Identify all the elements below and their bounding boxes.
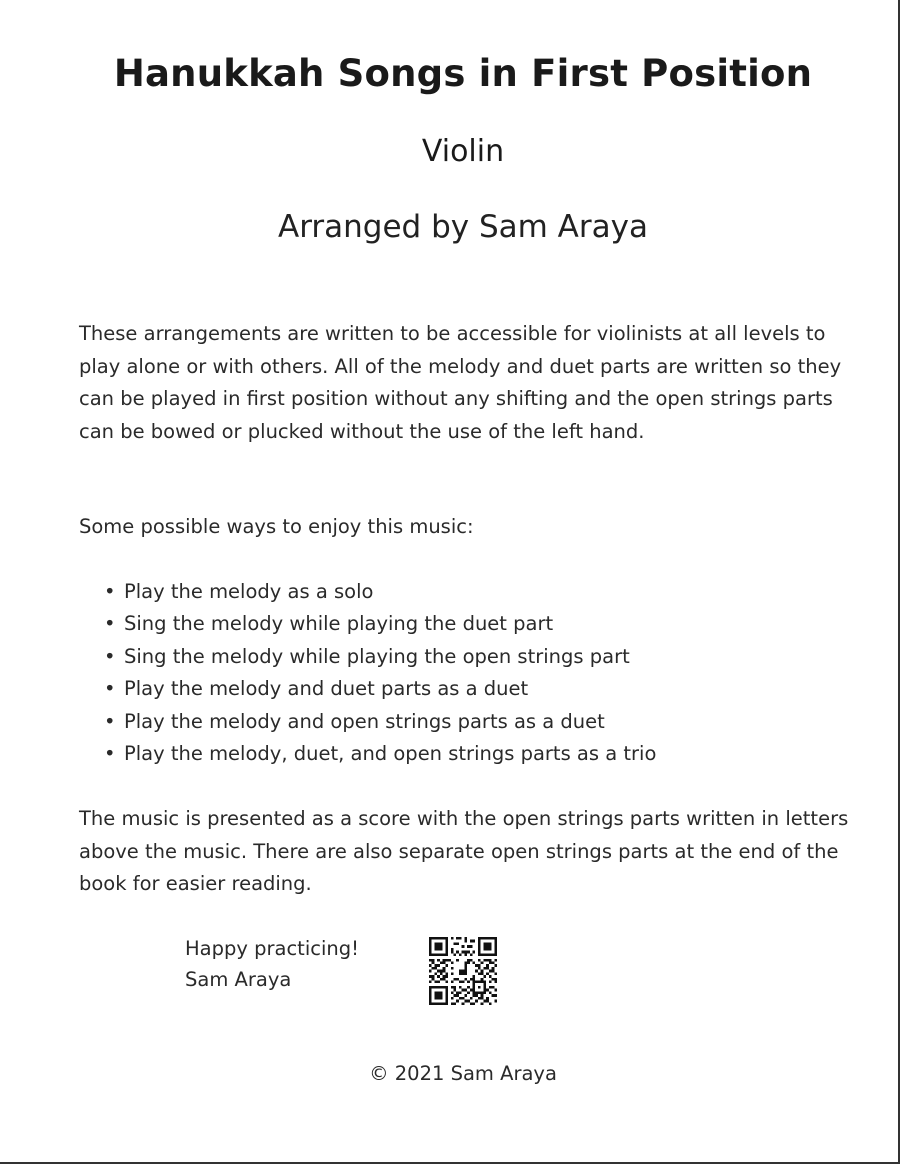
bullet: •	[104, 612, 116, 636]
intro-paragraph: These arrangements are written to be accessible for violinists at all levels to play alone or with others. All of the melody and duet parts are written so they can be played in first position without any shifting and the open strings parts can be bowed or plucked without the use of the left hand.	[79, 322, 842, 443]
signoff-name: Sam Araya	[185, 968, 292, 991]
list-item	[104, 706, 656, 738]
signoff-greeting: Happy practicing!	[185, 937, 359, 960]
bullet: •	[104, 677, 116, 701]
bullet: •	[104, 644, 116, 668]
list-item	[104, 608, 656, 640]
qr-code-icon[interactable]	[429, 937, 497, 1005]
list-item	[104, 738, 656, 770]
page-title: Hanukkah Songs in First Position	[113, 52, 813, 95]
bullet: •	[104, 742, 116, 766]
ways-heading: Some possible ways to enjoy this music:	[79, 515, 474, 538]
signoff	[185, 933, 359, 995]
list-item	[104, 673, 656, 705]
arranger-credit: Arranged by Sam Araya	[278, 209, 648, 245]
list-item-text: Play the melody and open strings parts as a duet	[124, 709, 605, 733]
copyright: © 2021 Sam Araya	[369, 1062, 557, 1085]
list-item-text: Sing the melody while playing the duet part	[124, 612, 554, 636]
ways-list	[104, 576, 656, 770]
list-item-text: Play the melody and duet parts as a duet	[124, 677, 529, 701]
list-item	[104, 576, 656, 608]
list-item-text: Sing the melody while playing the open strings part	[124, 644, 630, 668]
instrument-subtitle: Violin	[421, 134, 505, 169]
bullet: •	[104, 709, 116, 733]
list-item-text: Play the melody, duet, and open strings parts as a trio	[124, 742, 657, 766]
bullet: •	[104, 580, 116, 603]
outro-paragraph: The music is presented as a score with the open strings parts written in letters above the music. There are also separate open strings parts at the end of the book for easier reading.	[79, 807, 849, 895]
list-item-text: Play the melody as a solo	[124, 580, 374, 603]
list-item	[104, 641, 656, 673]
